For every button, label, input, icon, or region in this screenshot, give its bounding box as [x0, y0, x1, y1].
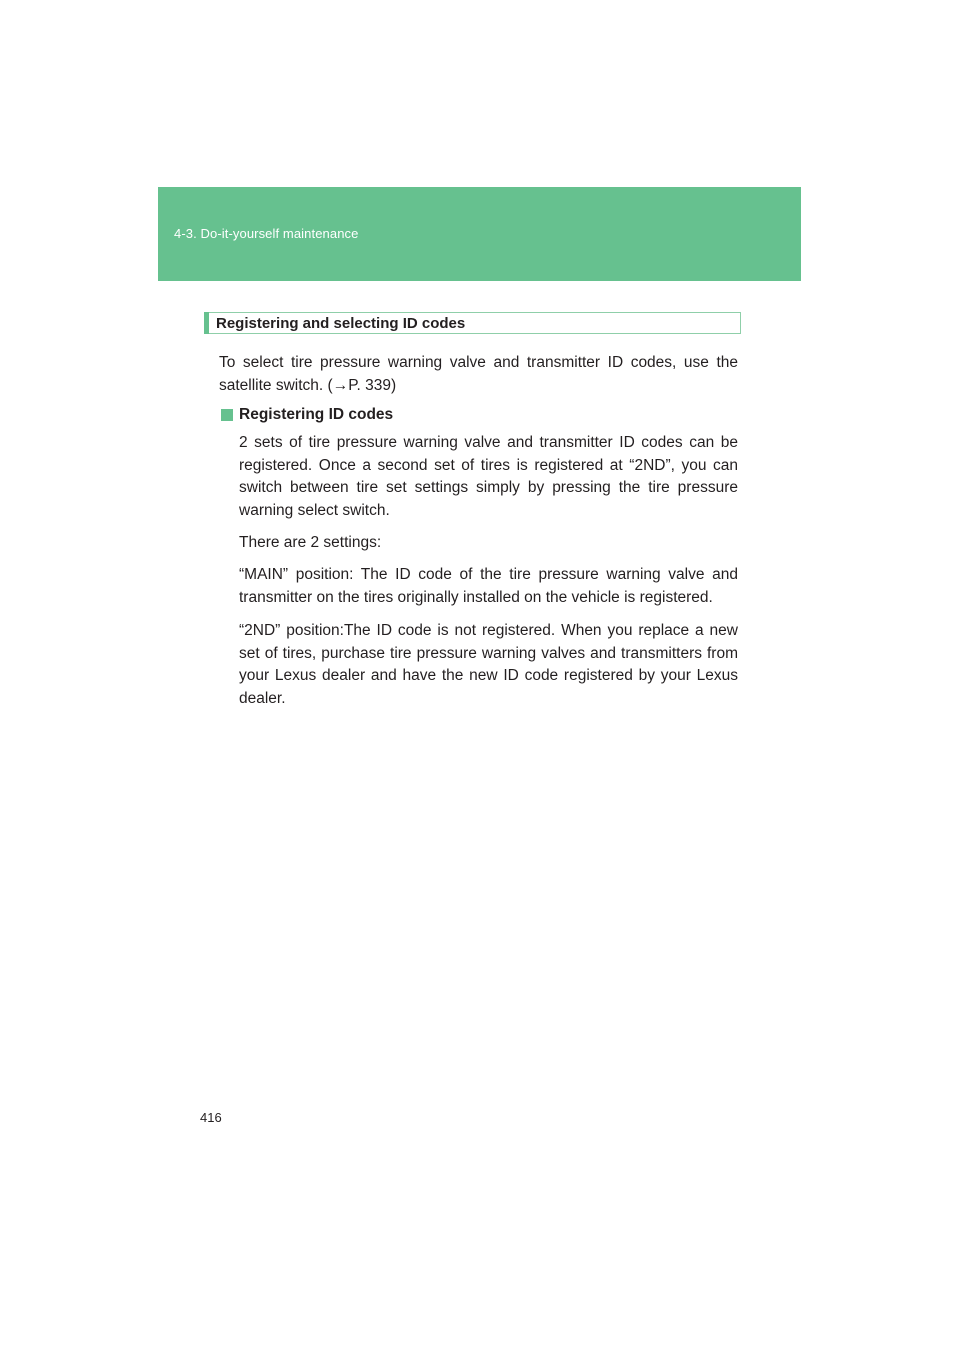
- body-paragraph: “MAIN” position: The ID code of the tire pressure warning valve and transmitter on the tires originally installed on the vehicle is registered.: [239, 566, 738, 606]
- subsection-title: Registering ID codes: [239, 406, 394, 423]
- section-accent-marker: [204, 312, 209, 334]
- page-number: 416: [200, 1110, 222, 1125]
- section-title: Registering and selecting ID codes: [216, 315, 466, 332]
- body-paragraph: There are 2 settings:: [239, 534, 382, 551]
- body-paragraph: 2 sets of tire pressure warning valve and transmitter ID codes can be registered. Once a second set of tires is registered at “2ND”, you can switch between tire set settings simply by pressing the tire pressure warning select switch.: [239, 434, 738, 519]
- chapter-header-band: [158, 187, 801, 281]
- green-square-bullet-icon: [221, 409, 233, 421]
- section-intro-paragraph: To select tire pressure warning valve and transmitter ID codes, use the satellite switch. (→P. 339): [219, 354, 738, 394]
- subsection-heading: [221, 406, 393, 424]
- section-heading-bar: [204, 312, 741, 334]
- body-paragraph: “2ND” position:The ID code is not registered. When you replace a new set of tires, purchase tire pressure warning valves and transmitters from your Lexus dealer and have the new ID code registered by your Lexus dealer.: [239, 622, 738, 707]
- chapter-section-label: 4-3. Do-it-yourself maintenance: [174, 226, 359, 241]
